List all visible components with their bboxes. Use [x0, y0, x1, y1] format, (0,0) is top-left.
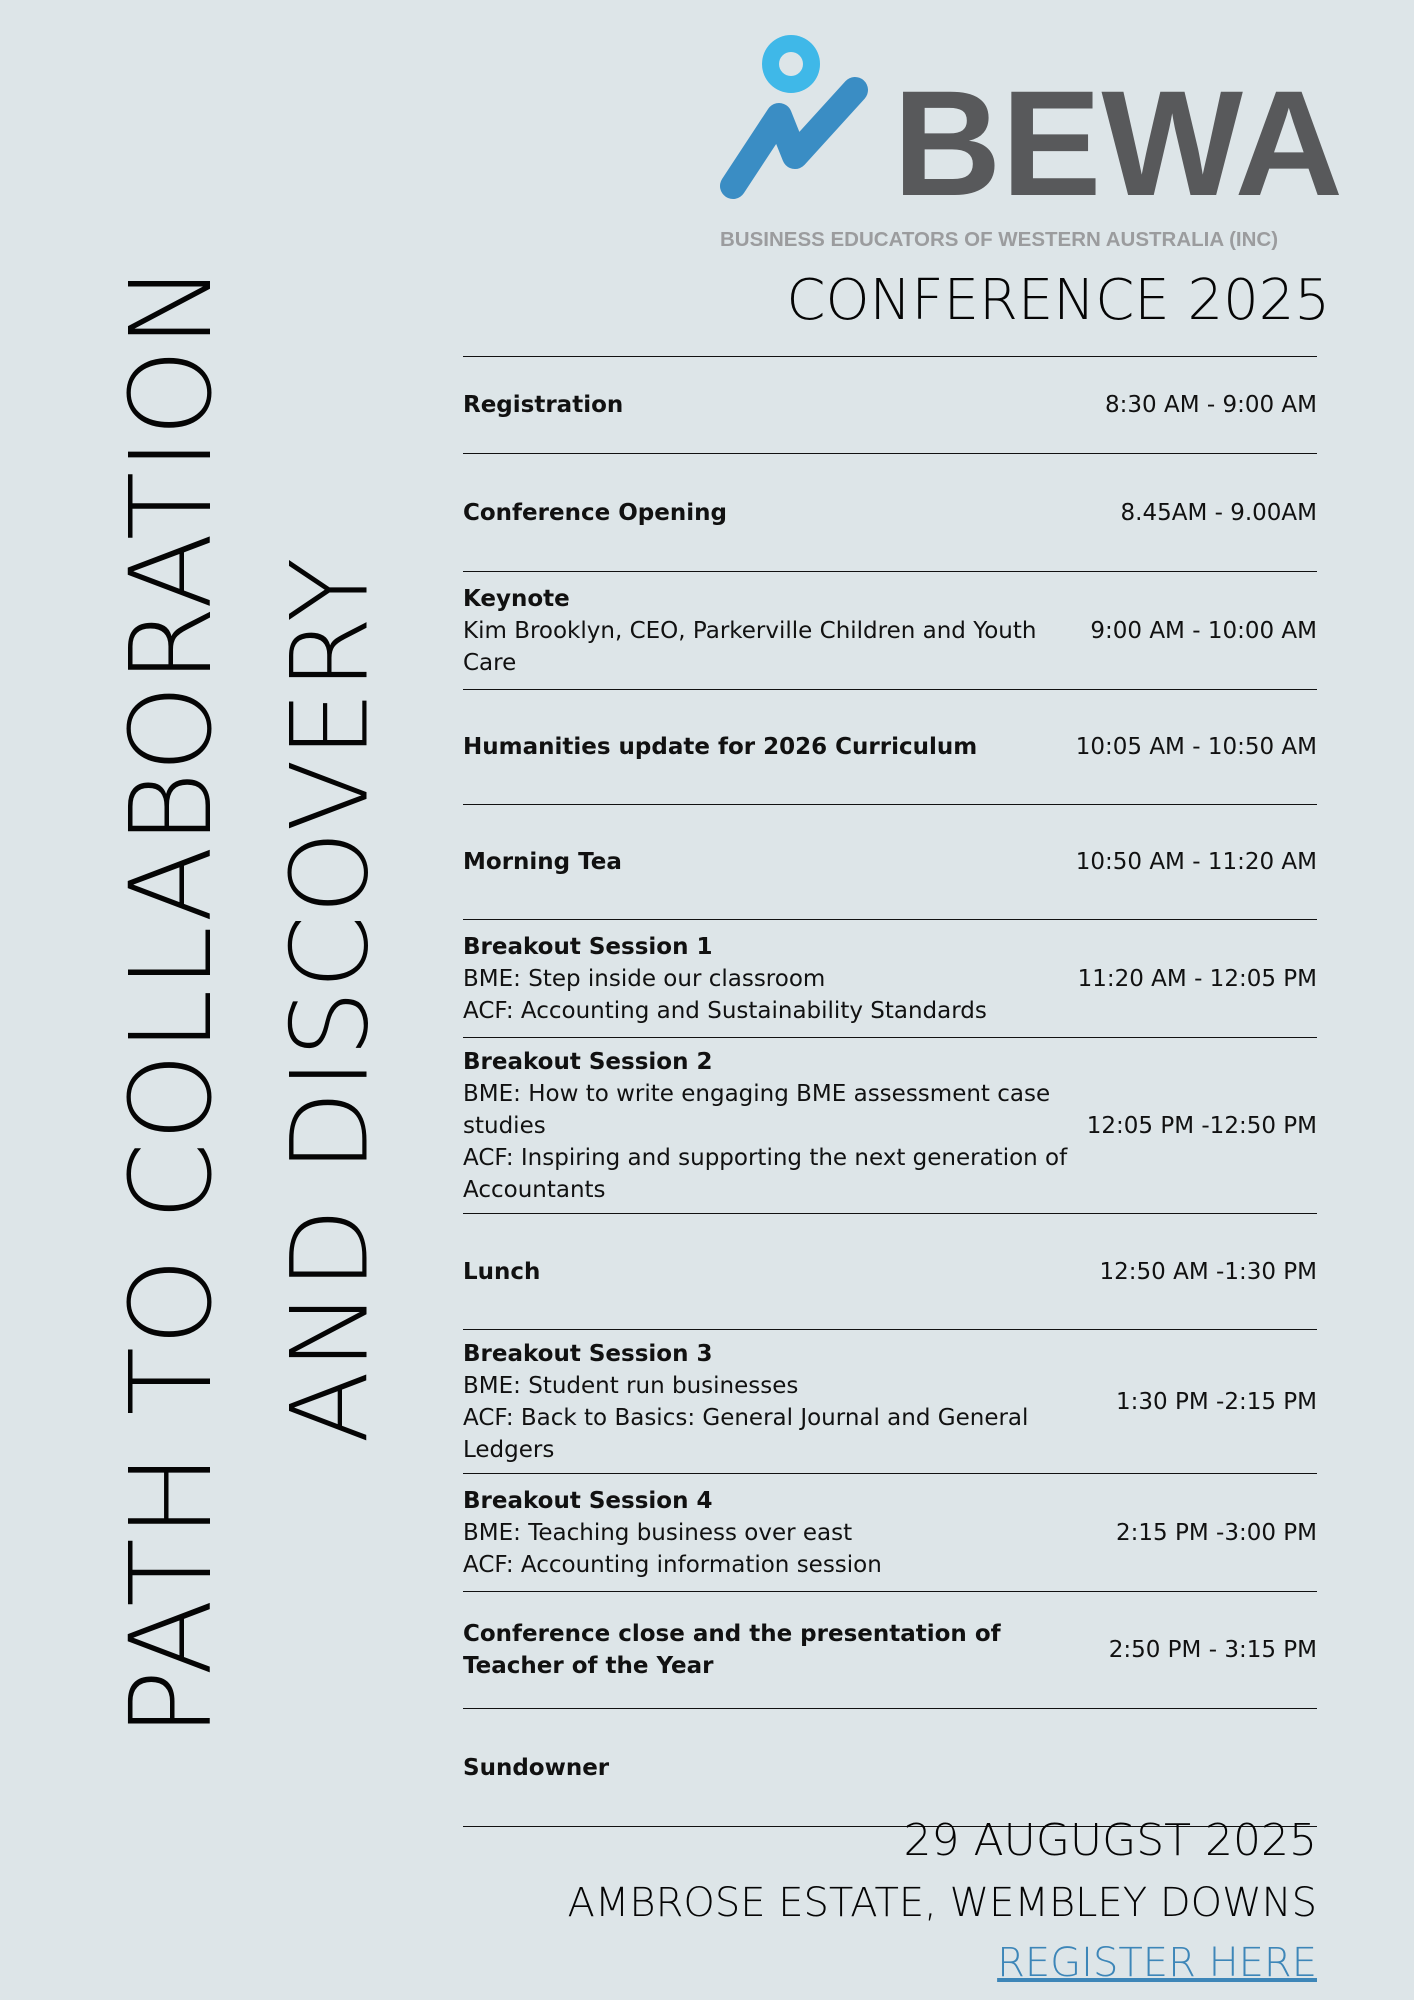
session-detail: BME: Step inside our classroom: [463, 965, 826, 992]
session-time: 9:00 AM - 10:00 AM: [1090, 617, 1317, 644]
session-info: [463, 583, 1083, 679]
session-info: [463, 389, 1083, 421]
session-info: [463, 846, 1076, 878]
session-info: [463, 497, 1083, 529]
session-title: Morning Tea: [463, 849, 622, 875]
session-title: Breakout Session 4: [463, 1487, 713, 1514]
schedule-row-morning-tea: [463, 805, 1317, 920]
conference-title: CONFERENCE 2025: [786, 268, 1330, 333]
schedule-row-breakout-1: [463, 920, 1317, 1038]
schedule-row-sundowner: [463, 1709, 1317, 1827]
session-info: [463, 731, 1076, 763]
event-venue: AMBROSE ESTATE, WEMBLEY DOWNS: [567, 1880, 1317, 1926]
schedule-row-humanities-update: [463, 690, 1317, 805]
session-time: 10:05 AM - 10:50 AM: [1075, 734, 1317, 760]
schedule-row-breakout-4: [463, 1474, 1317, 1592]
session-time: 8.45AM - 9.00AM: [1120, 499, 1317, 526]
session-time: 12:05 PM -12:50 PM: [1086, 1112, 1317, 1139]
vertical-title-line-2: AND DISCOVERY: [268, 556, 392, 1444]
logo-subtitle: BUSINESS EDUCATORS OF WESTERN AUSTRALIA (INC): [720, 228, 1279, 251]
session-detail: BME: How to write engaging BME assessment case studies: [463, 1080, 1051, 1139]
session-detail: ACF: Back to Basics: General Journal and General Ledgers: [463, 1404, 1029, 1463]
session-time: 10:50 AM - 11:20 AM: [1075, 849, 1317, 875]
session-title: Breakout Session 1: [463, 933, 713, 960]
session-time: 2:15 PM -3:00 PM: [1116, 1519, 1317, 1546]
session-detail: ACF: Accounting and Sustainability Standards: [463, 997, 987, 1024]
session-detail: ACF: Inspiring and supporting the next generation of Accountants: [463, 1144, 1068, 1203]
session-title: Conference Opening: [463, 499, 727, 526]
register-link[interactable]: REGISTER HERE: [997, 1940, 1317, 1986]
schedule-row-registration: [463, 357, 1317, 454]
bewa-figure-icon: [715, 28, 885, 208]
session-time: 8:30 AM - 9:00 AM: [1105, 392, 1317, 418]
logo-brand-text: BEWA: [893, 59, 1343, 227]
session-detail: Kim Brooklyn, CEO, Parkerville Children and Youth Care: [463, 617, 1037, 676]
session-title: Breakout Session 2: [463, 1048, 713, 1075]
session-info: [463, 1338, 1083, 1466]
session-time: 11:20 AM - 12:05 PM: [1077, 965, 1317, 992]
session-title: Breakout Session 3: [463, 1340, 713, 1367]
session-info: [463, 1618, 1083, 1682]
schedule-row-breakout-3: [463, 1330, 1317, 1474]
schedule-row-keynote: [463, 572, 1317, 690]
schedule-table: [463, 356, 1317, 1827]
session-title: Humanities update for 2026 Curriculum: [463, 734, 978, 760]
session-detail: BME: Teaching business over east: [463, 1519, 853, 1546]
schedule-row-breakout-2: [463, 1038, 1317, 1214]
event-date: 29 AUGUGST 2025: [903, 1815, 1317, 1866]
session-info: [463, 1485, 1083, 1581]
session-info: [463, 931, 1078, 1027]
session-time: 2:50 PM - 3:15 PM: [1108, 1637, 1317, 1663]
session-time: 1:30 PM -2:15 PM: [1116, 1388, 1317, 1415]
schedule-row-conference-opening: [463, 454, 1317, 572]
session-info: [463, 1046, 1083, 1206]
session-title: Registration: [463, 392, 624, 418]
session-title: Conference close and the presentation of Teacher of the Year: [463, 1621, 1001, 1679]
session-title: Keynote: [463, 585, 570, 612]
vertical-title-line-1: PATH TO COLLABORATION: [107, 262, 237, 1738]
session-title: Sundowner: [463, 1754, 610, 1781]
session-info: [463, 1256, 1083, 1288]
schedule-row-lunch: [463, 1214, 1317, 1330]
schedule-row-conference-close: [463, 1592, 1317, 1709]
session-detail: ACF: Accounting information session: [463, 1551, 882, 1578]
bewa-logo: [715, 28, 1343, 258]
session-info: [463, 1752, 1083, 1784]
session-time: 12:50 AM -1:30 PM: [1099, 1258, 1317, 1285]
session-title: Lunch: [463, 1258, 541, 1285]
session-detail: BME: Student run businesses: [463, 1372, 799, 1399]
